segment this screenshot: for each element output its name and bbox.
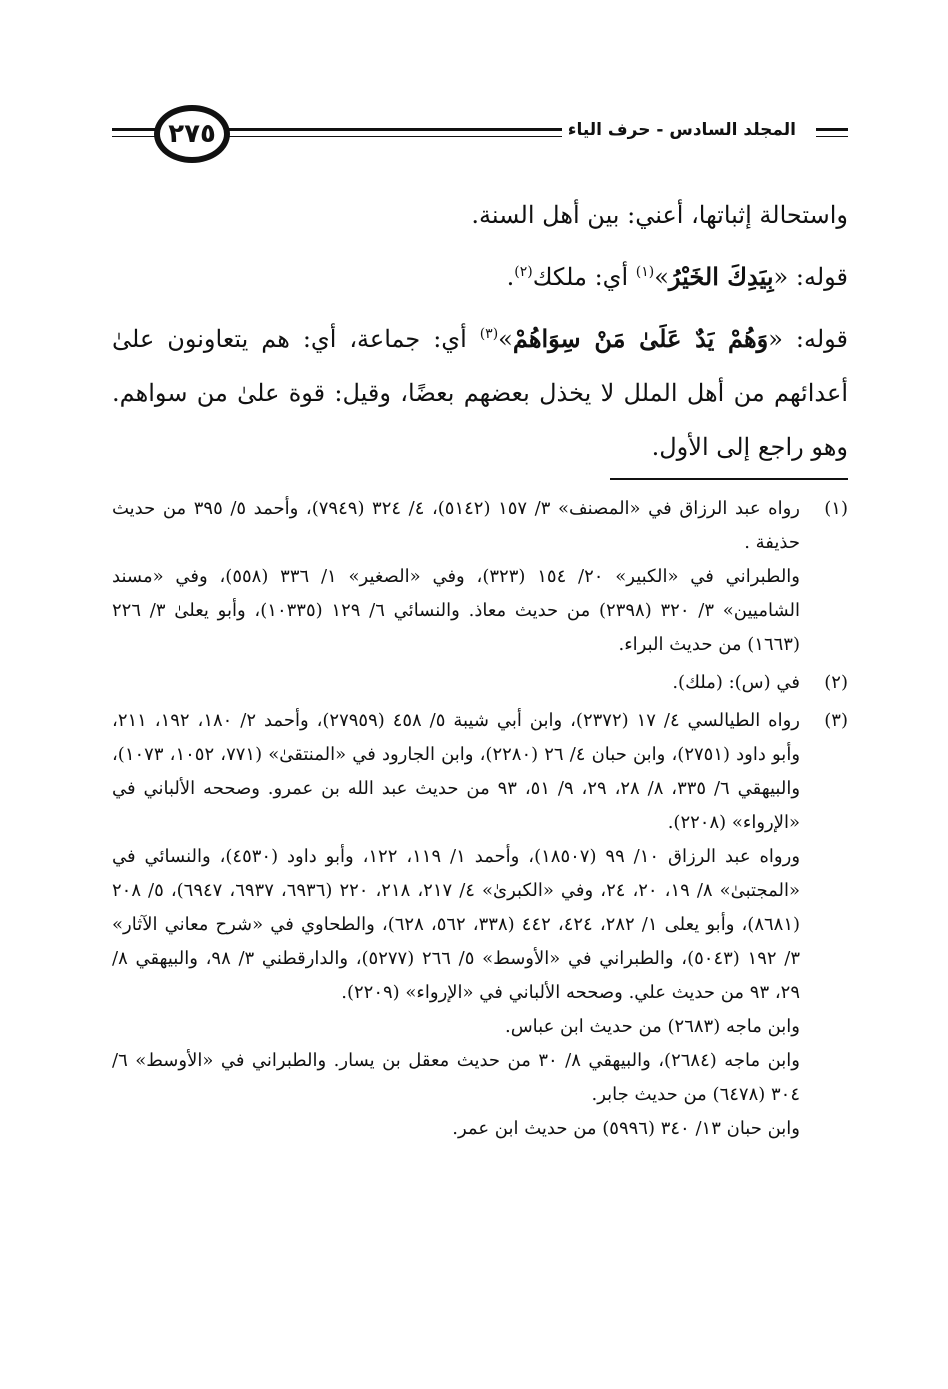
main-text: [112, 188, 848, 474]
footnote-number: (٢): [824, 672, 848, 693]
quran-phrase: بِيَدِكَ الخَيْرُ: [668, 262, 774, 291]
footnote-ref-3: (٣): [479, 326, 499, 342]
footnote-paragraph: ورواه عبد الرزاق ١٠/ ٩٩ (١٨٥٠٧)، وأحمد ١/ ١١٩، ١٢٢، وأبو داود (٤٥٣٠)، والنسائي في «المجتبىٰ» ٨/ ١٩، ٢٠، ٢٤، وفي «الكبرىٰ» ٤/ ٢١٧، ٢١٨، ٢٢٠ (٦٩٣٦، ٦٩٣٧، ٦٩٤٧)، ٥/ ٢٠٨ (٨٦٨١)، وأبو يعلى ١/ ٢٨٢، ٤٢٤، ٤٤٢ (٣٣٨، ٥٦٢، ٦٢٨)، والطحاوي في «شرح معاني الآثار» ٣/ ١٩٢ (٥٠٤٣)، والطبراني في «الأوسط» ٥/ ٢٦٦ (٥٢٧٧)، والدارقطني ٣/ ٩٨، والبيهقي ٨/ ٢٩، ٩٣ من حديث علي. وصححه الألباني في «الإرواء» (٢٢٠٩).: [112, 846, 801, 1003]
header-rule-end: [816, 128, 848, 131]
footnote-2: [112, 666, 848, 700]
footnote-paragraph: رواه الطيالسي ٤/ ١٧ (٢٣٧٢)، وابن أبي شيبة ٥/ ٤٥٨ (٢٧٩٥٩)، وأحمد ٢/ ١٨٠، ١٩٢، ٢١١، وأبو داود (٢٧٥١)، وابن حبان ٤/ ٢٦ (٢٢٨٠)، وابن الجارود في «المنتقىٰ» (٧٧١، ١٠٥٢، ١٠٧٣)، والبيهقي ٦/ ٣٣٥، ٨/ ٢٨، ٢٩، ٩/ ٥١، ٩٣ من حديث عبد الله بن عمرو. وصححه الألباني في «الإرواء» (٢٢٠٨).: [112, 710, 801, 833]
footnote-ref-1: (١): [635, 264, 655, 280]
footnote-paragraph: في (س): (ملك).: [672, 672, 800, 693]
footnote-paragraph: وابن حبان ١٣/ ٣٤٠ (٥٩٩٦) من حديث ابن عمر.: [452, 1118, 800, 1139]
paragraph-end: .: [506, 263, 515, 291]
footnote-3: [112, 704, 848, 1146]
paragraph-text: أي: جماعة، أي: هم يتعاونون علىٰ أعدائهم من أهل الملل لا يخذل بعضهم بعضًا، وقيل: قوة علىٰ من سواهم. وهو راجع إلى الأول.: [112, 325, 848, 461]
page-header: [112, 102, 848, 172]
header-rule-left-thin: [112, 136, 160, 137]
footnote-1: [112, 492, 848, 662]
footnote-paragraph: وابن ماجه (٢٦٨٤)، والبيهقي ٨/ ٣٠ من حديث معقل بن يسار. والطبراني في «الأوسط» ٦/ ٣٠٤ (٦٤٧٨) من حديث جابر.: [112, 1050, 800, 1105]
running-title: المجلد السادس - حرف الياء: [562, 120, 802, 140]
paragraph-text: أي: ملكك: [532, 263, 636, 291]
main-paragraph-1: واستحالة إثباتها، أعني: بين أهل السنة.: [471, 201, 848, 229]
quote-close: »: [498, 325, 513, 353]
main-paragraph-3: [112, 312, 848, 474]
footnote-separator: [610, 478, 848, 480]
footnote-body: [112, 492, 800, 662]
footnote-paragraph: رواه عبد الرزاق في «المصنف» ٣/ ١٥٧ (٥١٤٢)، ٤/ ٣٢٤ (٧٩٤٩)، وأحمد ٥/ ٣٩٥ من حديث حذيفة .: [112, 498, 800, 553]
footnote-number: (٣): [824, 710, 848, 731]
footnote-ref-2: (٢): [514, 264, 533, 280]
footnote-body: [112, 666, 800, 700]
quote-prefix: قوله: «: [773, 263, 848, 291]
footnote-number: (١): [824, 498, 848, 519]
quote-prefix: قوله: «: [768, 325, 848, 353]
main-paragraph-2: [112, 250, 848, 304]
footnotes: [112, 492, 848, 1150]
quote-close: »: [654, 263, 669, 291]
footnote-paragraph: والطبراني في «الكبير» ٢٠/ ١٥٤ (٣٢٣)، وفي «الصغير» ١/ ٣٣٦ (٥٥٨)، وفي «مسند الشاميين» ٣/ ٣٢٠ (٢٣٩٨) من حديث معاذ. والنسائي ٦/ ١٢٩ (١٠٣٣٥)، وأبو يعلىٰ ٣/ ٢٢٦ (١٦٦٣) من حديث البراء.: [112, 566, 801, 655]
footnote-body: [112, 704, 800, 1146]
quran-phrase: وَهُمْ يَدٌ عَلَىٰ مَنْ سِوَاهُمْ: [512, 324, 769, 353]
header-rule-end-thin: [816, 136, 848, 137]
page-number: ٢٧٥: [154, 105, 230, 163]
footnote-paragraph: وابن ماجه (٢٦٨٣) من حديث ابن عباس.: [504, 1016, 800, 1037]
header-rule-left: [112, 128, 160, 131]
